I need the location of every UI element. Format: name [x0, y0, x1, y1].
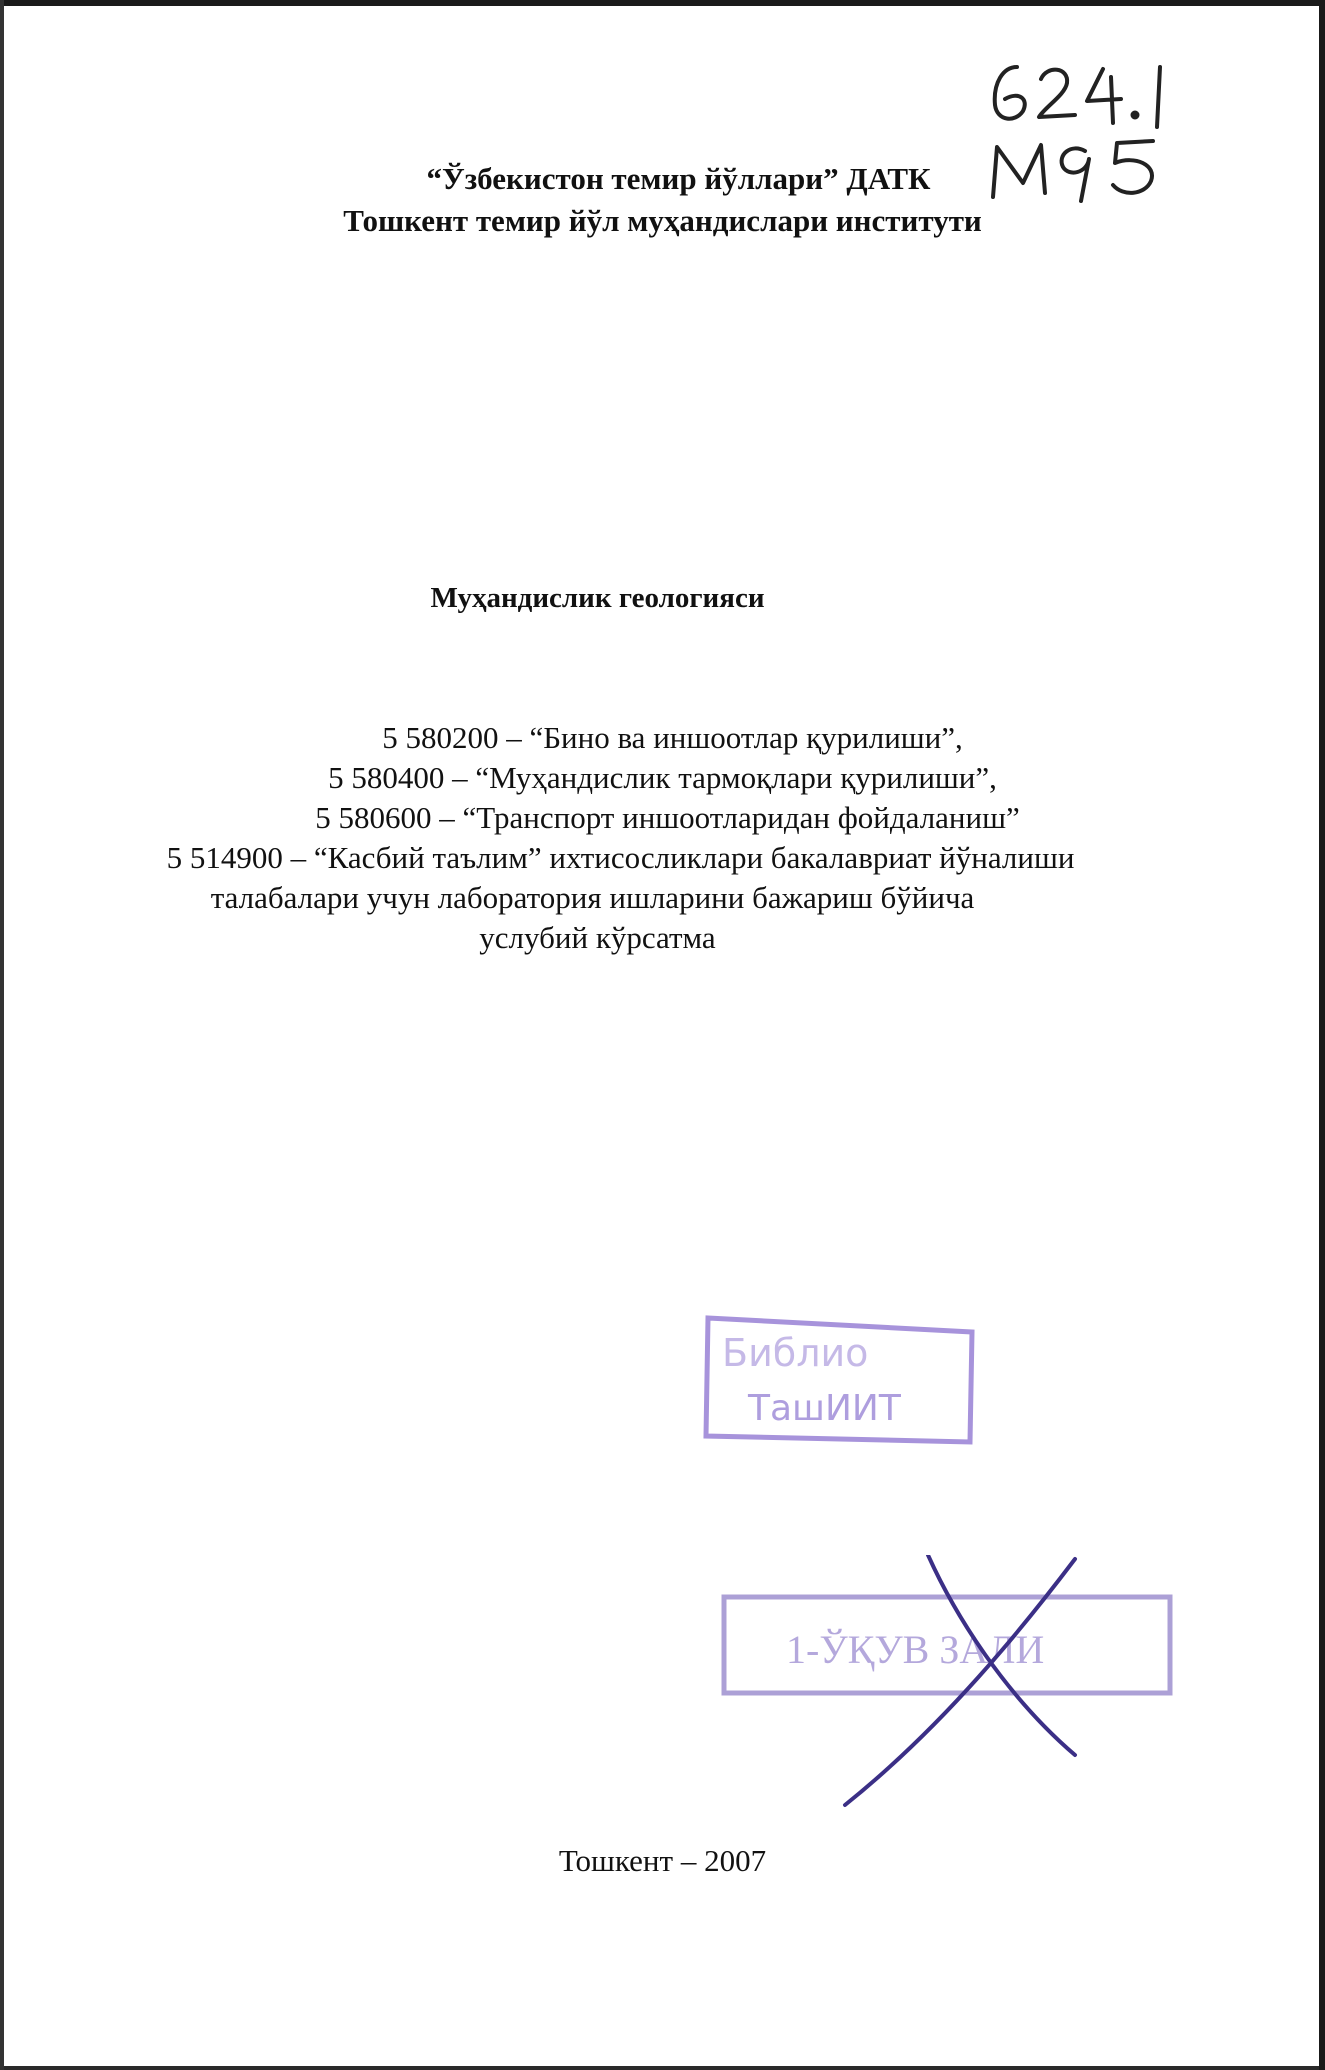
- scan-border-bottom: [0, 2066, 1325, 2070]
- scan-border-left: [0, 0, 4, 2070]
- library-stamp: [700, 1310, 980, 1450]
- institute-name: Тошкент темир йўл муҳандислари институти: [343, 203, 982, 238]
- description-line: 5 580400 – “Муҳандислик тармоқлари қурилиши”,: [328, 760, 997, 795]
- library-stamp-line1: Библио: [722, 1331, 869, 1375]
- header: [0, 158, 1325, 242]
- reading-room-stamp-text: 1-ЎҚУВ ЗАЛИ: [786, 1627, 1045, 1672]
- description-line: 5 580200 – “Бино ва иншоотлар қурилиши”,: [382, 720, 963, 755]
- scan-border-right: [1319, 0, 1325, 2070]
- document-title: [0, 582, 1325, 615]
- organization-name: “Ўзбекистон темир йўллари” ДАТК: [426, 161, 931, 196]
- description-line: 5 514900 – “Касбий таълим” ихтисосликлари бакалавриат йўналиши: [166, 840, 1075, 875]
- description-line: услубий кўрсатма: [479, 920, 716, 955]
- title-text: Муҳандислик геологияси: [430, 582, 765, 614]
- scan-border-top: [0, 0, 1325, 6]
- description-line: 5 580600 – “Транспорт иншоотларидан фойдаланиш”: [315, 800, 1020, 835]
- description: [0, 718, 1325, 958]
- library-stamp-line2: ТашИИТ: [748, 1388, 901, 1429]
- city-year: [0, 1843, 1325, 1879]
- description-line: талабалари учун лаборатория ишларини бажариш бўйича: [210, 880, 975, 915]
- cross-out-mark: [835, 1555, 1095, 1815]
- city-year-text: Тошкент – 2007: [558, 1843, 767, 1878]
